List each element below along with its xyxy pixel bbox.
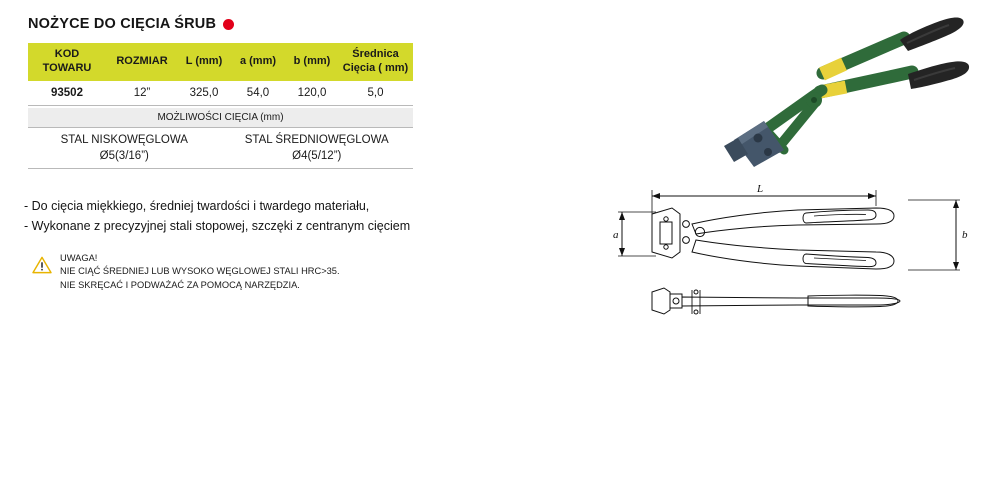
dimension-drawing xyxy=(608,178,970,338)
warning-line-2: NIE SKRĘCAĆ I PODWAŻAĆ ZA POMOCĄ NARZĘDZIA. xyxy=(60,279,300,290)
feature-item-1: - Do cięcia miękkiego, średniej twardości i twardego materiału, xyxy=(24,199,370,213)
warning-heading: UWAGA! xyxy=(60,253,98,263)
red-dot-icon xyxy=(223,19,234,30)
feature-list xyxy=(24,196,410,237)
plan-view xyxy=(652,288,900,314)
material-low-carbon-value: Ø5(3/16”) xyxy=(99,149,149,162)
product-photo xyxy=(608,8,970,178)
upper-arm-outline xyxy=(692,208,894,234)
capability-caption: MOŻLIWOŚCI CIĘCIA (mm) xyxy=(28,108,413,128)
head-outline xyxy=(652,208,680,258)
upper-grip-outline xyxy=(803,210,876,223)
column-header-srednica: Średnica Cięcia ( mm) xyxy=(338,43,413,81)
spec-table xyxy=(28,43,413,106)
capability-caption-row xyxy=(28,108,413,128)
cell-a: 54,0 xyxy=(230,81,286,106)
bolt-cutter-photo-illustration xyxy=(608,8,970,178)
table-row xyxy=(28,81,413,106)
cell-b: 120,0 xyxy=(286,81,338,106)
page-title xyxy=(28,16,234,32)
technical-drawing xyxy=(608,178,970,338)
column-header-a: a (mm) xyxy=(230,43,286,81)
cell-rozmiar: 12” xyxy=(106,81,178,106)
material-medium-carbon-name: STAL ŚREDNIOWĘGLOWA xyxy=(244,134,389,146)
cell-l: 325,0 xyxy=(178,81,230,106)
cell-srednica: 5,0 xyxy=(338,81,413,106)
material-low-carbon xyxy=(28,128,221,169)
column-header-b: b (mm) xyxy=(286,43,338,81)
capability-table xyxy=(28,108,413,169)
table-header-row xyxy=(28,43,413,81)
column-header-l: L (mm) xyxy=(178,43,230,81)
material-medium-carbon xyxy=(221,128,414,169)
column-header-kod: KOD TOWARU xyxy=(28,43,106,81)
warning-triangle-icon xyxy=(32,256,52,274)
capability-material-row xyxy=(28,128,413,169)
dimension-label-a: a xyxy=(613,229,619,241)
dimension-label-b: b xyxy=(962,229,968,241)
warning-block xyxy=(32,252,340,292)
warning-line-1: NIE CIĄĆ ŚREDNIEJ LUB WYSOKO WĘGLOWEJ STALI HRC>35. xyxy=(60,266,340,277)
cell-kod: 93502 xyxy=(28,81,106,106)
page-title-text: NOŻYCE DO CIĘCIA ŚRUB xyxy=(28,16,217,32)
feature-item-2: - Wykonane z precyzyjnej stali stopowej, szczęki z centranym cięciem xyxy=(24,219,411,234)
warning-text xyxy=(60,252,340,292)
material-low-carbon-name: STAL NISKOWĘGLOWA xyxy=(60,134,188,146)
material-medium-carbon-value: Ø4(5/12”) xyxy=(292,149,342,162)
lower-arm-outline xyxy=(692,240,894,269)
column-header-rozmiar: ROZMIAR xyxy=(106,43,178,81)
dimension-label-L: L xyxy=(756,183,764,195)
